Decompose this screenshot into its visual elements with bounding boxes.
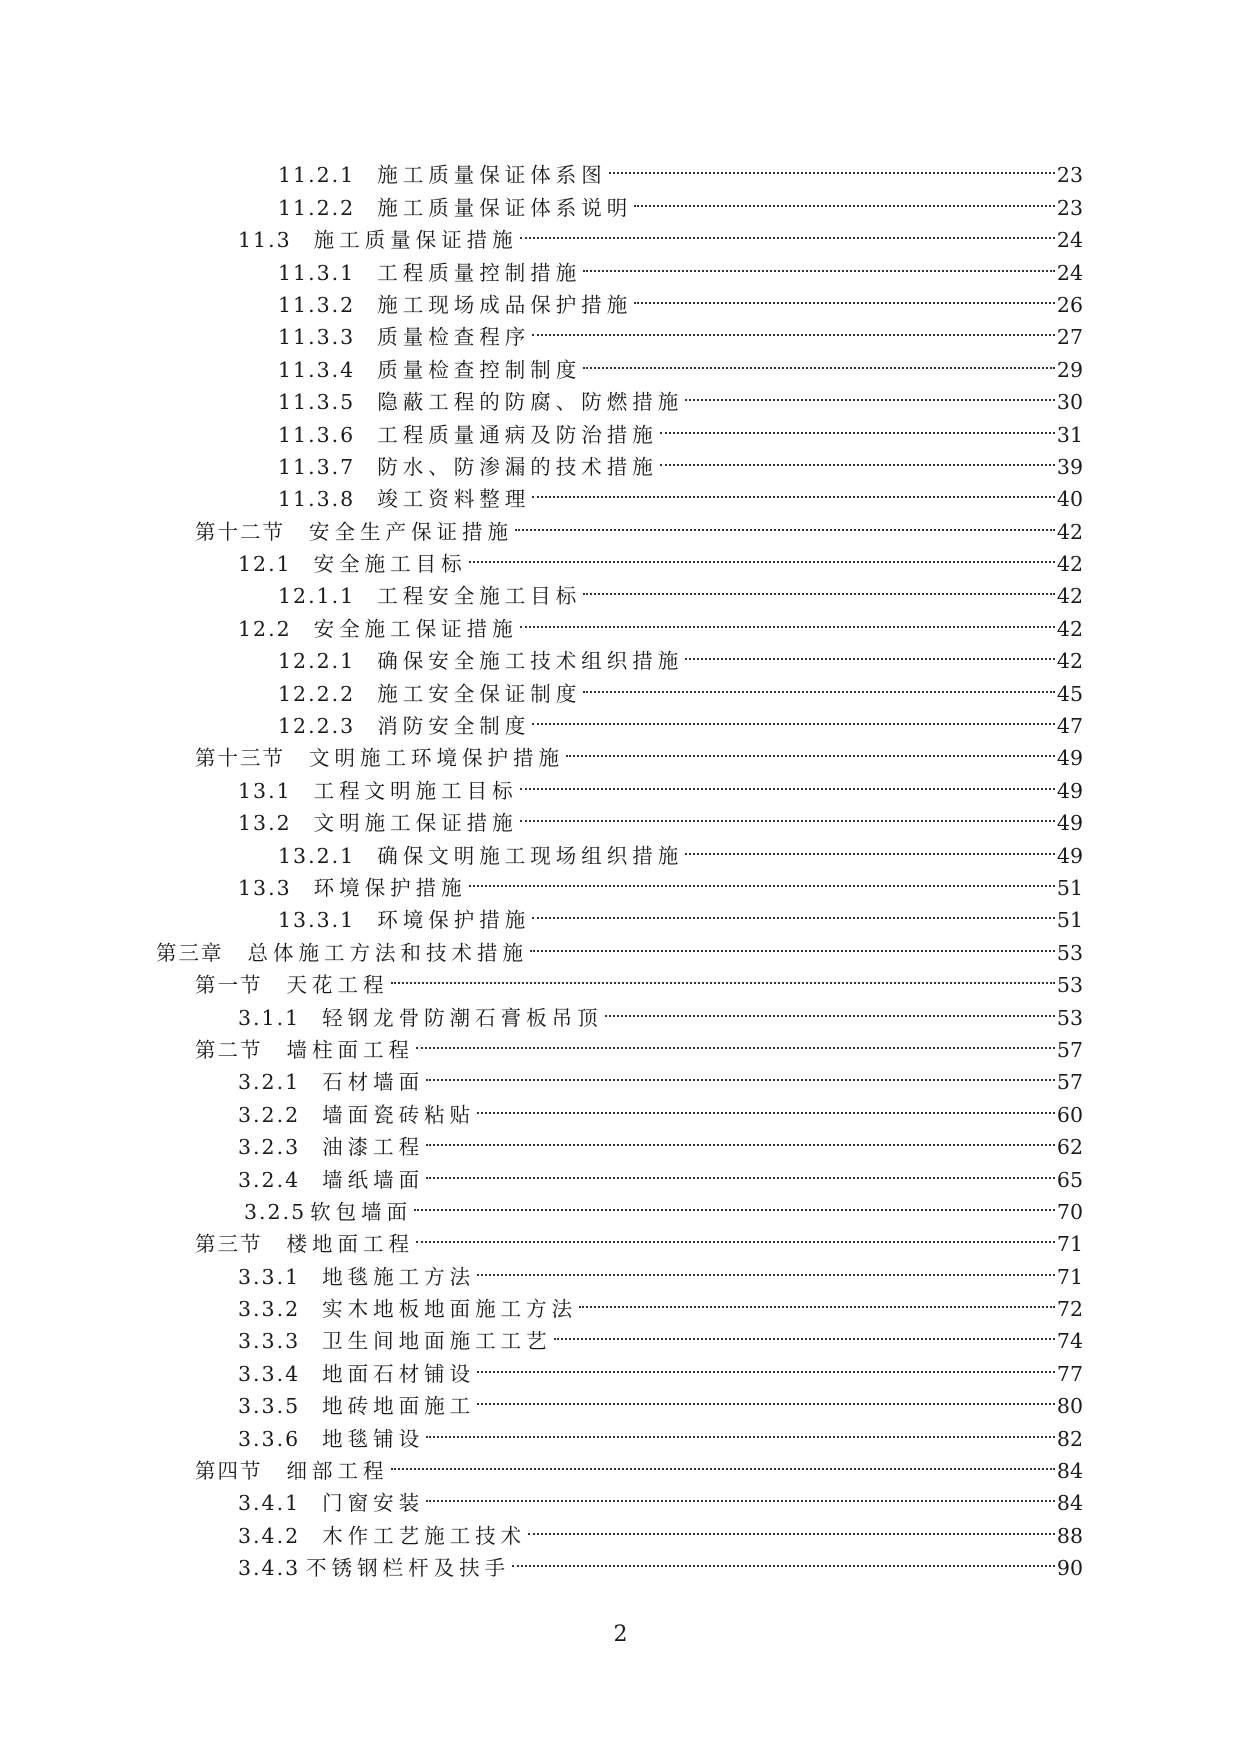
toc-entry-page: 71 bbox=[1056, 1264, 1083, 1289]
toc-entry[interactable] bbox=[0, 927, 1241, 965]
toc-entry-number: 11.2.1 bbox=[278, 163, 356, 188]
toc-entry-number: 13.3.1 bbox=[278, 908, 356, 933]
toc-entry[interactable] bbox=[0, 1187, 1241, 1224]
toc-entry-page: 84 bbox=[1056, 1459, 1083, 1484]
toc-entry-page: 23 bbox=[1056, 163, 1083, 188]
toc-entry-title: 不锈钢栏杆及扶手 bbox=[306, 1556, 511, 1581]
toc-entry[interactable] bbox=[0, 1316, 1241, 1354]
toc-entry-number: 第一节 bbox=[195, 973, 263, 998]
toc-entry-title: 质量检查程序 bbox=[377, 325, 531, 350]
dot-leader bbox=[528, 1510, 1055, 1542]
toc-entry-number: 3.3.5 bbox=[238, 1394, 301, 1419]
toc-entry-title: 施工质量保证措施 bbox=[313, 228, 518, 253]
dot-leader bbox=[579, 1284, 1055, 1316]
toc-entry-page: 51 bbox=[1056, 875, 1083, 900]
dot-leader bbox=[520, 215, 1055, 247]
toc-entry-page: 90 bbox=[1056, 1556, 1083, 1581]
dot-leader bbox=[532, 312, 1055, 344]
toc-entry-number: 12.2 bbox=[238, 616, 292, 641]
toc-entry-title: 地毯施工方法 bbox=[322, 1264, 476, 1289]
toc-entry[interactable] bbox=[0, 215, 1241, 253]
toc-entry-title: 施工质量保证体系图 bbox=[377, 163, 607, 188]
toc-entry-page: 53 bbox=[1056, 973, 1083, 998]
toc-entry-title: 文明施工环境保护措施 bbox=[309, 746, 564, 771]
toc-entry-title: 确保安全施工技术组织措施 bbox=[377, 649, 684, 674]
toc-entry-number: 第十二节 bbox=[195, 519, 285, 544]
dot-leader bbox=[391, 1446, 1055, 1478]
toc-entry-page: 65 bbox=[1056, 1167, 1083, 1192]
toc-entry-page: 82 bbox=[1056, 1426, 1083, 1451]
toc-entry[interactable] bbox=[0, 1122, 1241, 1160]
toc-entry[interactable] bbox=[0, 344, 1241, 382]
toc-entry-title: 地毯铺设 bbox=[322, 1426, 425, 1451]
toc-entry-page: 39 bbox=[1056, 454, 1083, 479]
toc-entry-title: 环境保护措施 bbox=[377, 908, 531, 933]
toc-entry[interactable] bbox=[0, 182, 1241, 220]
dot-leader bbox=[685, 830, 1055, 862]
dot-leader bbox=[583, 571, 1055, 603]
toc-entry-number: 12.2.3 bbox=[278, 714, 356, 739]
toc-entry-title: 墙柱面工程 bbox=[286, 1037, 414, 1062]
toc-entry-page: 42 bbox=[1056, 649, 1083, 674]
toc-entry-title: 安全施工目标 bbox=[313, 552, 467, 577]
dot-leader bbox=[532, 474, 1055, 506]
toc-entry[interactable] bbox=[0, 571, 1241, 609]
toc-entry-page: 30 bbox=[1056, 390, 1083, 415]
toc-entry-title: 软包墙面 bbox=[310, 1199, 413, 1224]
toc-entry-number: 3.4.2 bbox=[238, 1523, 301, 1548]
toc-entry[interactable] bbox=[0, 830, 1241, 868]
toc-entry[interactable] bbox=[0, 442, 1241, 479]
toc-entry-number: 3.3.2 bbox=[238, 1297, 301, 1322]
toc-entry-number: 3.2.1 bbox=[238, 1070, 301, 1095]
dot-leader bbox=[634, 182, 1055, 214]
toc-entry[interactable] bbox=[0, 765, 1241, 803]
dot-leader bbox=[469, 539, 1055, 571]
toc-entry-title: 墙纸墙面 bbox=[322, 1167, 425, 1192]
toc-entry-number: 13.1 bbox=[238, 778, 292, 803]
toc-entry-number: 13.2.1 bbox=[278, 843, 356, 868]
toc-entry-title: 细部工程 bbox=[286, 1459, 389, 1484]
toc-entry-number: 11.3.6 bbox=[278, 422, 356, 447]
toc-entry-page: 40 bbox=[1056, 487, 1083, 512]
toc-entry-number: 3.2.5 bbox=[244, 1199, 307, 1224]
toc-entry-title: 木作工艺施工技术 bbox=[322, 1523, 527, 1548]
toc-entry-number: 11.3.2 bbox=[278, 292, 356, 317]
toc-entry-title: 工程安全施工目标 bbox=[377, 584, 582, 609]
toc-entry[interactable] bbox=[0, 798, 1241, 836]
dot-leader bbox=[532, 895, 1055, 927]
toc-entry-number: 3.1.1 bbox=[238, 1005, 301, 1030]
dot-leader bbox=[566, 733, 1055, 765]
dot-leader bbox=[477, 1251, 1055, 1283]
dot-leader bbox=[426, 1413, 1055, 1445]
toc-entry[interactable] bbox=[0, 280, 1241, 317]
toc-entry-page: 62 bbox=[1056, 1135, 1083, 1160]
toc-entry-page: 45 bbox=[1056, 681, 1083, 706]
toc-entry-number: 11.3.1 bbox=[278, 260, 356, 285]
toc-entry-page: 24 bbox=[1056, 228, 1083, 253]
toc-entry-title: 隐蔽工程的防腐、防燃措施 bbox=[377, 390, 684, 415]
toc-entry-page: 31 bbox=[1056, 422, 1083, 447]
toc-entry[interactable] bbox=[0, 1381, 1241, 1419]
toc-entry-number: 3.3.4 bbox=[238, 1361, 301, 1386]
toc-entry[interactable] bbox=[0, 668, 1241, 706]
dot-leader bbox=[477, 1089, 1055, 1121]
toc-entry-title: 楼地面工程 bbox=[286, 1232, 414, 1257]
toc-entry-number: 第三章 bbox=[156, 940, 224, 965]
toc-entry-page: 70 bbox=[1056, 1199, 1083, 1224]
toc-entry-number: 第二节 bbox=[195, 1037, 263, 1062]
toc-entry[interactable] bbox=[0, 247, 1241, 285]
toc-entry[interactable] bbox=[0, 1154, 1241, 1192]
toc-entry-page: 26 bbox=[1056, 292, 1083, 317]
dot-leader bbox=[520, 603, 1055, 635]
toc-entry[interactable] bbox=[0, 506, 1241, 544]
dot-leader bbox=[469, 863, 1055, 895]
toc-entry-title: 施工安全保证制度 bbox=[377, 681, 582, 706]
dot-leader bbox=[554, 1316, 1055, 1348]
dot-leader bbox=[609, 150, 1055, 182]
dot-leader bbox=[520, 798, 1055, 830]
toc-entry-title: 总体施工方法和技术措施 bbox=[247, 940, 528, 965]
toc-entry-title: 门窗安装 bbox=[322, 1491, 425, 1516]
toc-entry[interactable] bbox=[0, 895, 1241, 933]
toc-entry-title: 安全生产保证措施 bbox=[309, 519, 513, 544]
toc-entry-page: 27 bbox=[1056, 325, 1083, 350]
toc-entry[interactable] bbox=[0, 1478, 1241, 1516]
toc-entry-title: 安全施工保证措施 bbox=[313, 616, 518, 641]
toc-entry-title: 施工质量保证体系说明 bbox=[377, 195, 633, 220]
toc-entry-title: 工程文明施工目标 bbox=[313, 778, 518, 803]
toc-entry-number: 11.3.8 bbox=[278, 487, 356, 512]
dot-leader bbox=[426, 1154, 1055, 1186]
toc-entry-number: 12.2.2 bbox=[278, 681, 356, 706]
toc-entry-title: 地面石材铺设 bbox=[322, 1361, 476, 1386]
toc-entry-page: 80 bbox=[1056, 1394, 1083, 1419]
toc-entry-page: 42 bbox=[1056, 584, 1083, 609]
toc-entry[interactable] bbox=[0, 1025, 1241, 1062]
dot-leader bbox=[583, 668, 1055, 700]
toc-entry-page: 77 bbox=[1056, 1361, 1083, 1386]
toc-entry-page: 53 bbox=[1056, 1005, 1083, 1030]
toc-entry-number: 12.1.1 bbox=[278, 584, 356, 609]
toc-entry-title: 实木地板地面施工方法 bbox=[322, 1297, 578, 1322]
dot-leader bbox=[685, 377, 1055, 409]
toc-entry[interactable] bbox=[0, 1251, 1241, 1289]
toc-entry-page: 57 bbox=[1056, 1037, 1083, 1062]
dot-leader bbox=[426, 1057, 1055, 1089]
toc-entry-title: 施工现场成品保护措施 bbox=[377, 292, 633, 317]
toc-entry-number: 3.4.3 bbox=[238, 1556, 301, 1581]
toc-entry-page: 47 bbox=[1056, 714, 1083, 739]
toc-entry-title: 油漆工程 bbox=[322, 1135, 425, 1160]
toc-entry-number: 11.2.2 bbox=[278, 195, 356, 220]
toc-entry[interactable] bbox=[0, 150, 1241, 188]
toc-entry-page: 74 bbox=[1056, 1329, 1083, 1354]
toc-entry[interactable] bbox=[0, 733, 1241, 771]
toc-entry-number: 3.3.6 bbox=[238, 1426, 301, 1451]
toc-entry-page: 42 bbox=[1056, 552, 1083, 577]
toc-entry-page: 53 bbox=[1056, 940, 1083, 965]
toc-entry-page: 49 bbox=[1056, 811, 1083, 836]
dot-leader bbox=[414, 1187, 1055, 1219]
toc-entry[interactable] bbox=[0, 312, 1241, 350]
toc-entry[interactable] bbox=[0, 636, 1241, 674]
dot-leader bbox=[426, 1478, 1055, 1510]
toc-entry-number: 12.2.1 bbox=[278, 649, 356, 674]
toc-entry-title: 天花工程 bbox=[286, 973, 389, 998]
toc-entry-page: 49 bbox=[1056, 843, 1083, 868]
dot-leader bbox=[532, 701, 1055, 733]
toc-entry-title: 文明施工保证措施 bbox=[313, 811, 518, 836]
dot-leader bbox=[634, 280, 1055, 312]
toc-entry-page: 57 bbox=[1056, 1070, 1083, 1095]
toc-entry[interactable] bbox=[0, 701, 1241, 739]
toc-entry-number: 11.3.3 bbox=[278, 325, 356, 350]
dot-leader bbox=[583, 344, 1055, 376]
toc-entry-page: 24 bbox=[1056, 260, 1083, 285]
dot-leader bbox=[515, 506, 1055, 538]
toc-entry-title: 墙面瓷砖粘贴 bbox=[322, 1102, 476, 1127]
toc-entry-number: 3.3.1 bbox=[238, 1264, 301, 1289]
toc-entry-number: 第十三节 bbox=[195, 746, 285, 771]
toc-entry-number: 3.2.4 bbox=[238, 1167, 301, 1192]
dot-leader bbox=[416, 1219, 1055, 1251]
dot-leader bbox=[416, 1025, 1055, 1057]
toc-entry[interactable] bbox=[0, 1543, 1241, 1581]
toc-entry[interactable] bbox=[0, 1219, 1241, 1257]
toc-entry-title: 工程质量通病及防治措施 bbox=[377, 422, 658, 447]
toc-entry-number: 第三节 bbox=[195, 1232, 263, 1257]
toc-entry[interactable] bbox=[0, 1510, 1241, 1548]
toc-entry-page: 29 bbox=[1056, 357, 1083, 382]
toc-entry-page: 51 bbox=[1056, 908, 1083, 933]
toc-entry-number: 3.2.2 bbox=[238, 1102, 301, 1127]
toc-entry-title: 工程质量控制措施 bbox=[377, 260, 582, 285]
toc-entry-number: 3.4.1 bbox=[238, 1491, 301, 1516]
toc-entry-title: 石材墙面 bbox=[322, 1070, 425, 1095]
toc-entry-page: 71 bbox=[1056, 1232, 1083, 1257]
toc-entry-title: 质量检查控制制度 bbox=[377, 357, 582, 382]
toc-entry[interactable] bbox=[0, 1446, 1241, 1484]
toc-entry-page: 84 bbox=[1056, 1491, 1083, 1516]
toc-entry[interactable] bbox=[0, 1057, 1241, 1095]
toc-entry[interactable] bbox=[0, 377, 1241, 415]
dot-leader bbox=[512, 1543, 1055, 1575]
dot-leader bbox=[605, 992, 1055, 1024]
toc-entry-page: 49 bbox=[1056, 746, 1083, 771]
toc-entry-title: 卫生间地面施工工艺 bbox=[322, 1329, 552, 1354]
dot-leader bbox=[426, 1122, 1055, 1154]
toc-entry-page: 49 bbox=[1056, 778, 1083, 803]
toc-entry[interactable] bbox=[0, 603, 1241, 641]
toc-entry-number: 11.3 bbox=[238, 228, 292, 253]
toc-entry-title: 防水、防渗漏的技术措施 bbox=[377, 454, 658, 479]
toc-entry-page: 88 bbox=[1056, 1523, 1083, 1548]
toc-entry-title: 确保文明施工现场组织措施 bbox=[377, 843, 684, 868]
toc-entry-number: 3.2.3 bbox=[238, 1135, 301, 1160]
toc-entry[interactable] bbox=[0, 1284, 1241, 1322]
dot-leader bbox=[583, 247, 1055, 279]
dot-leader bbox=[477, 1381, 1055, 1413]
toc-entry-title: 环境保护措施 bbox=[313, 875, 467, 900]
toc-entry[interactable] bbox=[0, 539, 1241, 577]
toc-entry[interactable] bbox=[0, 960, 1241, 998]
dot-leader bbox=[660, 442, 1055, 474]
toc-entry[interactable] bbox=[0, 1089, 1241, 1127]
toc-entry[interactable] bbox=[0, 474, 1241, 512]
dot-leader bbox=[520, 765, 1055, 797]
dot-leader bbox=[477, 1348, 1055, 1380]
toc-entry-number: 12.1 bbox=[238, 552, 292, 577]
dot-leader bbox=[391, 960, 1055, 992]
toc-entry-number: 11.3.4 bbox=[278, 357, 356, 382]
toc-entry-title: 消防安全制度 bbox=[377, 714, 531, 739]
toc-entry[interactable] bbox=[0, 863, 1241, 900]
page-number: 2 bbox=[613, 1622, 628, 1647]
toc-entry-page: 42 bbox=[1056, 519, 1083, 544]
toc-entry-page: 72 bbox=[1056, 1297, 1083, 1322]
dot-leader bbox=[530, 927, 1055, 959]
toc-entry-page: 42 bbox=[1056, 616, 1083, 641]
toc-entry[interactable] bbox=[0, 409, 1241, 447]
dot-leader bbox=[660, 409, 1055, 441]
toc-entry[interactable] bbox=[0, 1348, 1241, 1386]
dot-leader bbox=[685, 636, 1055, 668]
toc-entry-page: 60 bbox=[1056, 1102, 1083, 1127]
toc-entry[interactable] bbox=[0, 1413, 1241, 1451]
toc-entry-title: 轻钢龙骨防潮石膏板吊顶 bbox=[322, 1005, 603, 1030]
toc-entry-number: 11.3.7 bbox=[278, 454, 356, 479]
toc-entry-number: 13.2 bbox=[238, 811, 292, 836]
table-of-contents bbox=[0, 150, 1241, 1581]
toc-entry-number: 3.3.3 bbox=[238, 1329, 301, 1354]
toc-entry-page: 23 bbox=[1056, 195, 1083, 220]
toc-entry-number: 13.3 bbox=[238, 875, 292, 900]
toc-entry[interactable] bbox=[0, 992, 1241, 1030]
toc-entry-title: 竣工资料整理 bbox=[377, 487, 531, 512]
toc-entry-number: 第四节 bbox=[195, 1459, 263, 1484]
toc-entry-title: 地砖地面施工 bbox=[322, 1394, 476, 1419]
toc-entry-number: 11.3.5 bbox=[278, 390, 356, 415]
